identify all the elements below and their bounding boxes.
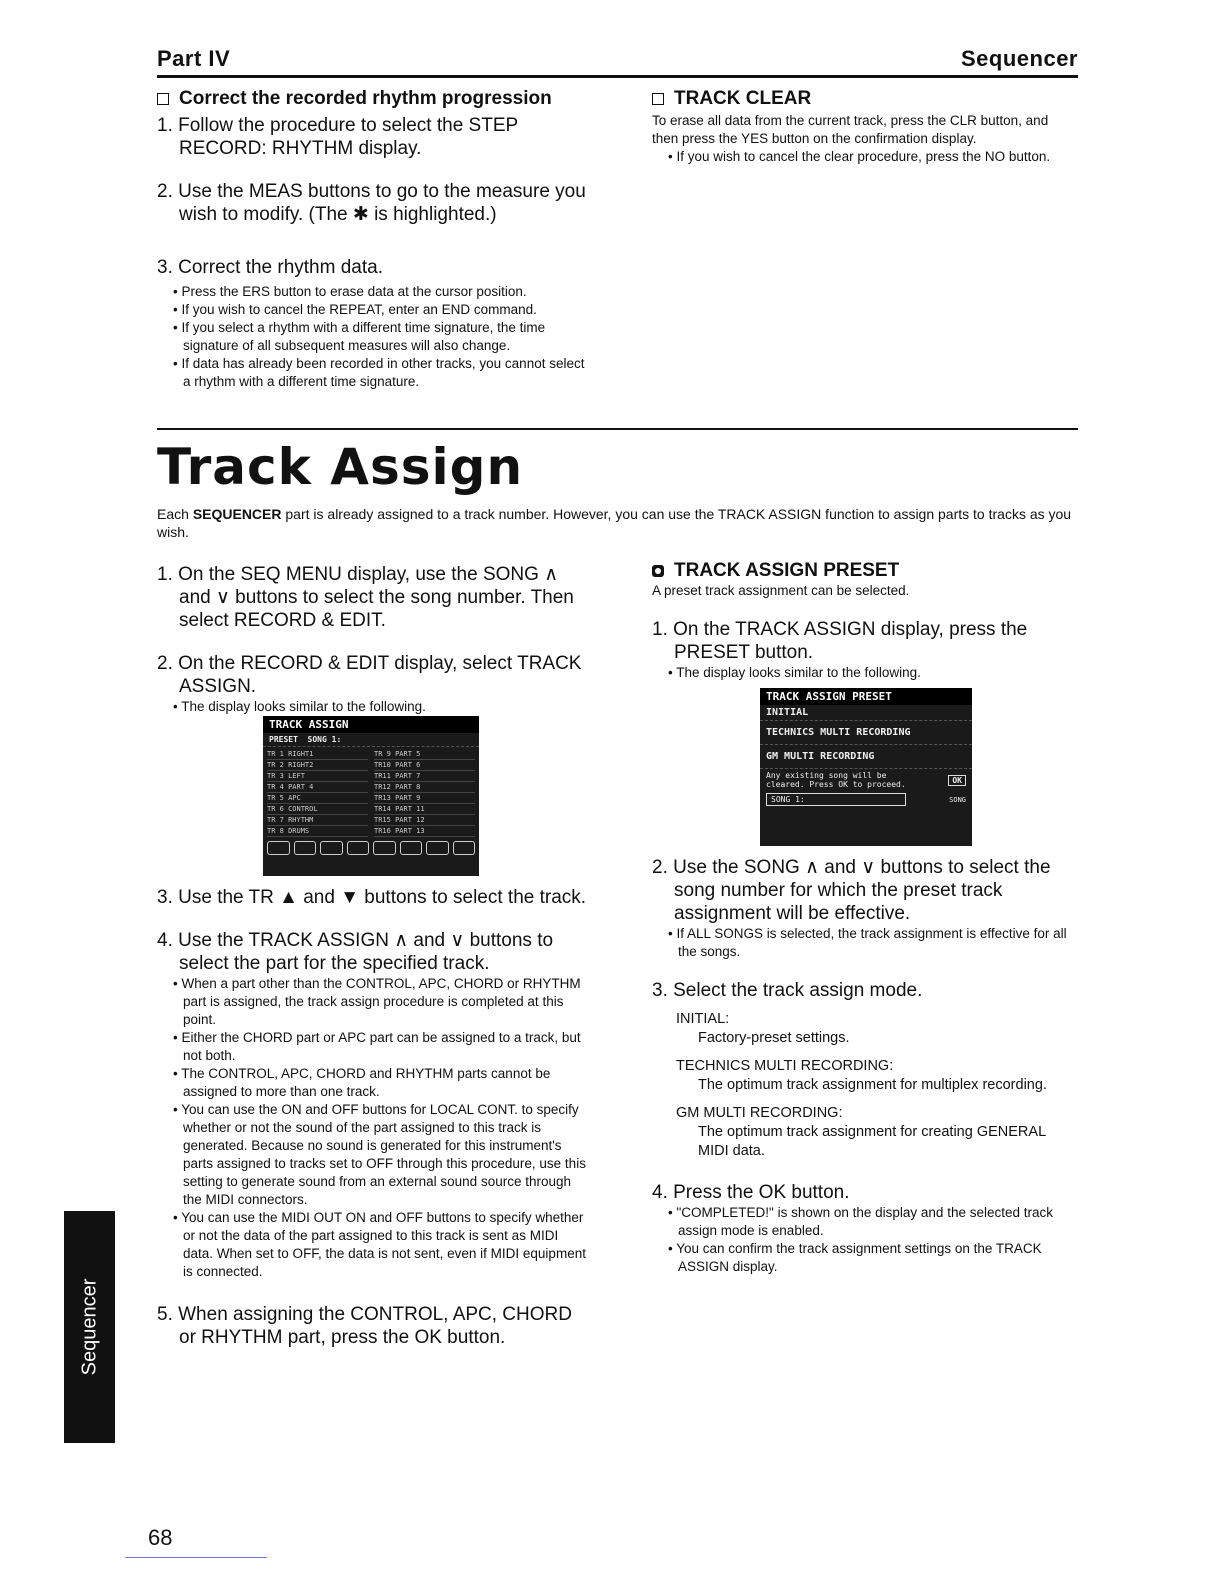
step-3: 3. Correct the rhythm data.: [157, 257, 383, 278]
ta-step-2: 2. On the RECORD & EDIT display, select TRACK ASSIGN.: [157, 653, 582, 697]
lcd2-song-field: SONG 1:: [766, 793, 906, 806]
lcd-arrow-icon: [267, 841, 290, 855]
lcd-track-row: TR16 PART 13: [374, 826, 475, 837]
mode-desc: The optimum track assignment for multiplex recording.: [698, 1077, 1047, 1093]
disc-icon: [652, 565, 664, 577]
section-label: Sequencer: [961, 46, 1078, 71]
mode-name: GM MULTI RECORDING:: [676, 1105, 843, 1121]
lcd-track-row: TR15 PART 12: [374, 815, 475, 826]
lcd2-ok-button: OK: [948, 775, 966, 786]
lcd-track-row: TR 7 RHYTHM: [267, 815, 368, 826]
track-assign-heading: Track Assign: [157, 438, 524, 496]
lcd-arrow-icon: [453, 841, 476, 855]
checkbox-icon: [157, 93, 169, 105]
track-assign-display: [263, 716, 479, 876]
lcd-arrow-icon: [320, 841, 343, 855]
mode-name: TECHNICS MULTI RECORDING:: [676, 1058, 894, 1074]
header-rule: [157, 75, 1078, 78]
lcd-arrow-icon: [347, 841, 370, 855]
lcd-track-row: TR 9 PART 5: [374, 749, 475, 760]
preset-step-2: 2. Use the SONG ∧ and ∨ buttons to select the song number for which the preset track assignment will be effective.: [652, 857, 1051, 924]
ta-step-4: 4. Use the TRACK ASSIGN ∧ and ∨ buttons to select the part for the specified track.: [157, 930, 554, 974]
lcd-preset-row: PRESET SONG 1:: [263, 733, 479, 747]
lcd2-option-gm: GM MULTI RECORDING: [760, 745, 972, 769]
lcd-track-row: TR 1 RIGHT1: [267, 749, 368, 760]
mode-desc: Factory-preset settings.: [698, 1030, 850, 1046]
lcd-track-row: TR 3 LEFT: [267, 771, 368, 782]
preset-lower: 2. Use the SONG ∧ and ∨ buttons to select the song number for which the preset track assignment will be effective. • If ALL SONGS is selected, the track assignment is effective for all the songs. 3. Select the track assign mode. INITIAL: Factory-preset settings. TECHNICS MULTI RECORDING: The optimum track assignment for multiplex recording. GM MULTI RECORDING: The optimum track assignment for creating GENERAL MIDI data. 4. Press the OK button. • "COMPLETED!" is shown on the display and the selected track assign mode is enabled. • You can confirm the track assignment settings on the TRACK ASSIGN display.: [652, 856, 1078, 1276]
checkbox-icon: [652, 93, 664, 105]
preset-step-4-bullets: • "COMPLETED!" is shown on the display and the selected track assign mode is enabled. • You can confirm the track assignment settings on the TRACK ASSIGN display.: [652, 1204, 1078, 1276]
lcd-track-row: TR 4 PART 4: [267, 782, 368, 793]
lcd2-option-initial: INITIAL: [760, 705, 972, 721]
lcd-arrow-icon: [426, 841, 449, 855]
ta-step-3: 3. Use the TR ▲ and ▼ buttons to select the track.: [157, 887, 587, 908]
lcd2-title: TRACK ASSIGN PRESET: [760, 688, 972, 705]
ta-step-4-bullets: • When a part other than the CONTROL, APC, CHORD or RHYTHM part is assigned, the track assign procedure is completed at this point. • Either the CHORD part or APC part can be assigned to a track, but not both. • The CONTROL, APC, CHORD and RHYTHM parts cannot be assigned to more than one track. • You can use the ON and OFF buttons for LOCAL CONT. to specify whether or not the sound of the part assigned to this track is generated. Because no sound is generated for this instrument's parts assigned to tracks set to OFF through this procedure, use this setting to generate sound from an external sound source through the MIDI connectors. • You can use the MIDI OUT ON and OFF buttons to specify whether or not the data of the part assigned to this track is sent as MIDI data. When set to OFF, the data is not sent, even if MIDI equipment is connected.: [157, 975, 587, 1281]
lcd-track-row: TR 8 DRUMS: [267, 826, 368, 837]
left-steps-lower: [157, 886, 587, 1349]
lcd-arrow-icon: [373, 841, 396, 855]
mode-list: [652, 1010, 1078, 1161]
track-clear-bullet: • If you wish to cancel the clear procedure, press the NO button.: [666, 148, 1078, 166]
section-rule: [157, 428, 1078, 430]
lcd2-message: Any existing song will be cleared. Press OK to proceed. OK: [760, 769, 972, 791]
footer-line: [125, 1557, 267, 1558]
lcd2-song-button: SONG: [949, 795, 966, 804]
rhythm-correct-title: Correct the recorded rhythm progression: [157, 88, 587, 110]
ta-step-5: 5. When assigning the CONTROL, APC, CHORD or RHYTHM part, press the OK button.: [157, 1304, 572, 1348]
lcd-track-row: TR14 PART 11: [374, 804, 475, 815]
preset-section: TRACK ASSIGN PRESET A preset track assignment can be selected. 1. On the TRACK ASSIGN display, press the PRESET button. • The display looks similar to the following.: [652, 560, 1078, 682]
part-label: Part IV: [157, 46, 231, 71]
side-tab: Sequencer: [64, 1211, 115, 1443]
track-clear-section: [652, 88, 1078, 166]
preset-step-3: 3. Select the track assign mode.: [652, 980, 923, 1001]
lcd-track-grid: [263, 747, 479, 839]
track-assign-intro: Each SEQUENCER part is already assigned to a track number. However, you can use the TRACK ASSIGN function to assign parts to tracks as you wish.: [157, 506, 1072, 540]
left-top-section: [157, 88, 587, 391]
lcd-track-row: TR 2 RIGHT2: [267, 760, 368, 771]
lcd-track-row: TR13 PART 9: [374, 793, 475, 804]
left-steps: 1. On the SEQ MENU display, use the SONG ∧ and ∨ buttons to select the song number. Then select RECORD & EDIT. 2. On the RECORD & EDIT display, select TRACK ASSIGN. • The display looks similar to the following.: [157, 563, 587, 716]
lcd-track-row: TR 6 CONTROL: [267, 804, 368, 815]
lcd-track-row: TR 5 APC: [267, 793, 368, 804]
rhythm-bullets: • Press the ERS button to erase data at the cursor position. • If you wish to cancel the REPEAT, enter an END command. • If you select a rhythm with a different time signature, the time signature of all subsequent measures will also change. • If data has already been recorded in other tracks, you cannot select a rhythm with a different time signature.: [157, 283, 587, 391]
preset-sub: A preset track assignment can be selected.: [652, 583, 910, 598]
track-clear-text: To erase all data from the current track, press the CLR button, and then press the YES button on the confirmation display.: [652, 113, 1049, 146]
page-number: 68: [148, 1525, 173, 1550]
lcd-track-row: TR10 PART 6: [374, 760, 475, 771]
track-clear-title: TRACK CLEAR: [652, 88, 1078, 110]
lcd-track-row: TR12 PART 8: [374, 782, 475, 793]
lcd-track-row: TR11 PART 7: [374, 771, 475, 782]
lcd2-song-row: [760, 791, 972, 808]
lcd-arrow-icon: [294, 841, 317, 855]
preset-step-4: 4. Press the OK button.: [652, 1182, 850, 1203]
step-2: 2. Use the MEAS buttons to go to the measure you wish to modify. (The ✱ is highlighted.): [157, 181, 586, 225]
ta-step-1: 1. On the SEQ MENU display, use the SONG ∧ and ∨ buttons to select the song number. Then select RECORD & EDIT.: [157, 564, 574, 631]
mode-name: INITIAL:: [676, 1011, 730, 1027]
mode-desc: The optimum track assignment for creating GENERAL MIDI data.: [698, 1124, 1046, 1159]
preset-title: TRACK ASSIGN PRESET: [652, 560, 1078, 582]
lcd-title: TRACK ASSIGN: [263, 716, 479, 733]
lcd-arrow-icon: [400, 841, 423, 855]
lcd-button-row: [263, 839, 479, 857]
preset-display: [760, 688, 972, 846]
step-1: 1. Follow the procedure to select the STEP RECORD: RHYTHM display.: [157, 115, 518, 159]
preset-step-1: 1. On the TRACK ASSIGN display, press the PRESET button.: [652, 619, 1028, 663]
lcd2-option-technics: TECHNICS MULTI RECORDING: [760, 721, 972, 745]
